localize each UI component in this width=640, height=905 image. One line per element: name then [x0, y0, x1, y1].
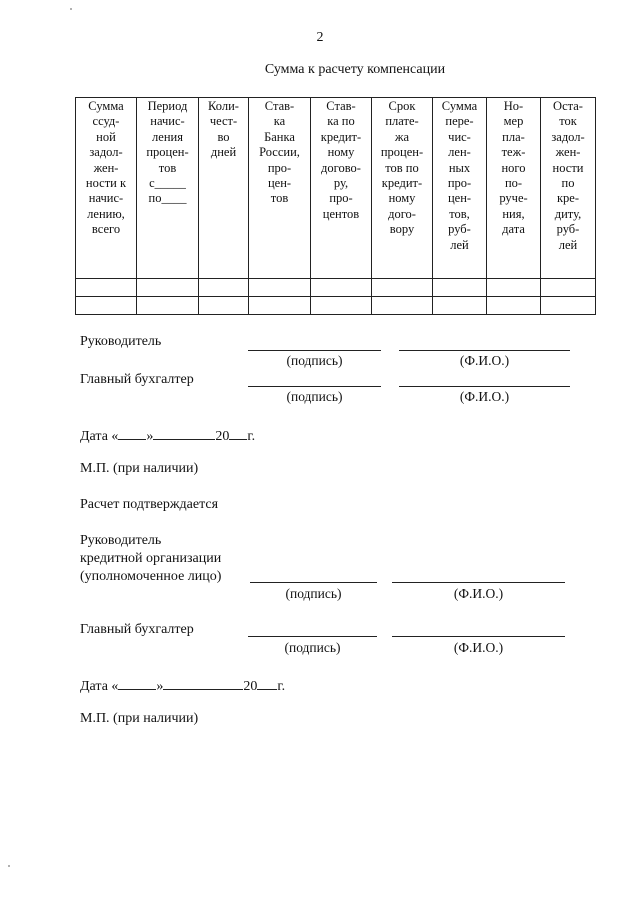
signature-caption: (подпись)	[286, 389, 343, 404]
table-row	[76, 279, 596, 297]
signature-caption: (подпись)	[286, 353, 343, 368]
month-blank[interactable]	[153, 427, 215, 440]
stamp-place: М.П. (при наличии)	[80, 461, 199, 476]
bank-chief-accountant-label: Главный бухгалтер	[80, 622, 194, 637]
bank-chief-name-line[interactable]	[392, 636, 565, 637]
bank-head-label-line3: (уполномоченное лицо)	[80, 569, 222, 584]
header-cell: Сумма пере- чис- лен- ных про- цен- тов, руб- лей	[433, 98, 487, 279]
name-caption: (Ф.И.О.)	[459, 353, 510, 368]
name-caption: (Ф.И.О.)	[453, 586, 504, 601]
month-blank[interactable]	[163, 677, 243, 690]
document-title: Сумма к расчету компенсации	[264, 62, 446, 77]
header-cell: Период начис- ления процен- тов с_____ по____	[137, 98, 199, 279]
head-signature-line[interactable]	[248, 350, 381, 351]
scan-speck	[8, 865, 10, 867]
signature-caption: (подпись)	[285, 586, 342, 601]
compensation-table	[75, 97, 596, 315]
table-row	[76, 297, 596, 315]
page-number: 2	[316, 30, 324, 45]
bank-head-signature-line[interactable]	[250, 582, 377, 583]
confirmation-text: Расчет подтверждается	[80, 497, 219, 512]
head-name-line[interactable]	[399, 350, 570, 351]
stamp-place: М.П. (при наличии)	[80, 711, 199, 726]
year-blank[interactable]	[229, 427, 247, 440]
scan-speck	[70, 8, 72, 10]
table-header-row	[76, 98, 596, 279]
signature-caption: (подпись)	[284, 640, 341, 655]
header-cell: Коли- чест- во дней	[199, 98, 249, 279]
header-cell: Став- ка Банка России, про- цен- тов	[249, 98, 311, 279]
day-blank[interactable]	[118, 427, 146, 440]
day-blank[interactable]	[118, 677, 156, 690]
chief-accountant-label: Главный бухгалтер	[80, 372, 194, 387]
year-blank[interactable]	[257, 677, 277, 690]
header-cell: Сумма ссуд- ной задол- жен- ности к начис- лению, всего	[76, 98, 137, 279]
head-label: Руководитель	[80, 334, 162, 349]
bank-head-name-line[interactable]	[392, 582, 565, 583]
chief-signature-line[interactable]	[248, 386, 381, 387]
header-cell: Срок плате- жа процен- тов по кредит- ному дого- вору	[372, 98, 433, 279]
date-field: Дата « » 20 г.	[80, 429, 256, 444]
header-cell: Став- ка по кредит- ному догово- ру, про- центов	[311, 98, 372, 279]
name-caption: (Ф.И.О.)	[459, 389, 510, 404]
header-cell: Оста- ток задол- жен- ности по кре- диту, руб- лей	[541, 98, 596, 279]
date-field: Дата « » 20 г.	[80, 679, 286, 694]
bank-head-label-line2: кредитной организации	[80, 551, 222, 566]
chief-name-line[interactable]	[399, 386, 570, 387]
name-caption: (Ф.И.О.)	[453, 640, 504, 655]
bank-head-label-line1: Руководитель	[80, 533, 162, 548]
bank-chief-signature-line[interactable]	[248, 636, 377, 637]
header-cell: Но- мер пла- теж- ного по- руче- ния, дата	[487, 98, 541, 279]
